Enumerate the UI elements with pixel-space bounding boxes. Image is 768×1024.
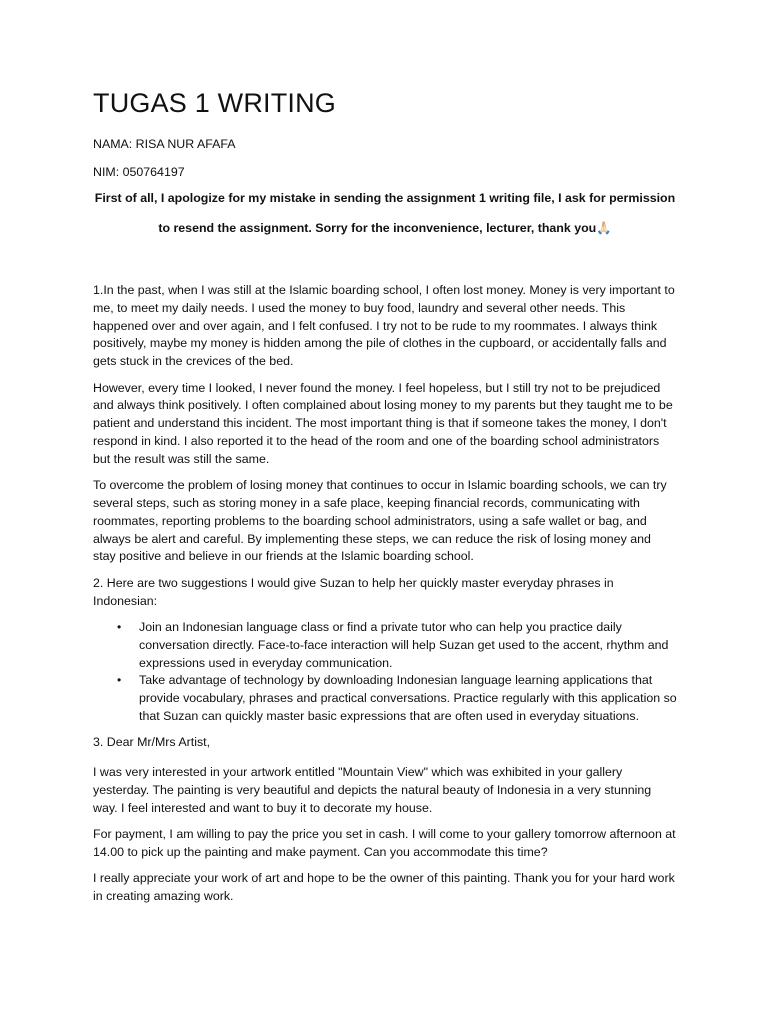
- document-body: [93, 282, 677, 914]
- letter-paragraph-2: For payment, I am willing to pay the price you set in cash. I will come to your gallery tomorrow afternoon at 14.00 to pick up the painting and make payment. Can you accommodate this time?: [93, 827, 676, 859]
- list-item: [117, 672, 677, 725]
- paragraph-3: To overcome the problem of losing money that continues to occur in Islamic boarding schools, we can try several steps, such as storing money in a safe place, keeping financial records, communicating with roommates, reporting problems to the boarding school administrators, using a safe wallet or bag, and always be alert and careful. By implementing these steps, we can reduce the risk of losing money and stay positive and believe in our friends at the Islamic boarding school.: [93, 478, 667, 564]
- letter-paragraph-3: I really appreciate your work of art and hope to be the owner of this painting. Thank you for your hard work in creating amazing work.: [93, 871, 675, 904]
- suggestion-list: [93, 619, 677, 726]
- bullet-icon: •: [117, 619, 122, 634]
- paragraph-2: However, every time I looked, I never found the money. I feel hopeless, but I still try not to be prejudiced and always think positively. I often complained about losing money to my parents but they taught me to be patient and understand this incident. The most important thing is that if someone takes the money, I don't respond in kind. I also reported it to the head of the room and one of the boarding school administrators but the result was still the same.: [93, 380, 673, 466]
- apology-line-2: to resend the assignment. Sorry for the inconvenience, lecturer, thank you🙏🏻: [158, 221, 612, 235]
- list-item-text: Join an Indonesian language class or find a private tutor who can help you practice daily conversation directly. Face-to-face interaction will help Suzan get used to the accent, rhythm and expressions used in everyday communication.: [139, 619, 669, 670]
- paragraph-4: 2. Here are two suggestions I would give Suzan to help her quickly master everyday phrases in Indonesian:: [93, 575, 614, 608]
- student-name: NAMA: RISA NUR AFAFA: [93, 137, 236, 151]
- letter-salutation: 3. Dear Mr/Mrs Artist,: [93, 735, 211, 750]
- student-id: NIM: 050764197: [93, 165, 185, 179]
- bullet-icon: •: [117, 673, 122, 688]
- list-item-text: Take advantage of technology by downloading Indonesian language learning applications that provide vocabulary, phrases and practical conversations. Practice regularly with this application so that Suzan can quickly master basic expressions that are often used in everyday situations.: [139, 673, 677, 723]
- list-item: [117, 619, 677, 672]
- paragraph-1: 1.In the past, when I was still at the Islamic boarding school, I often lost money. Money is very important to me, to meet my daily needs. I used the money to buy food, laundry and several other needs. This happened over and over again, and I felt confused. I try not to be rude to my roommates. I always think positively, maybe my money is hidden among the pile of clothes in the cupboard, or accidentally falls and gets stuck in the crevices of the bed.: [93, 283, 675, 369]
- apology-line-1: First of all, I apologize for my mistake in sending the assignment 1 writing file, I ask for permission: [94, 191, 676, 205]
- document-title: TUGAS 1 WRITING: [93, 88, 337, 118]
- letter-paragraph-1: I was very interested in your artwork entitled "Mountain View" which was exhibited in your gallery yesterday. The painting is very beautiful and depicts the natural beauty of Indonesia in a very stunning way. I feel interested and want to buy it to decorate my house.: [93, 765, 652, 815]
